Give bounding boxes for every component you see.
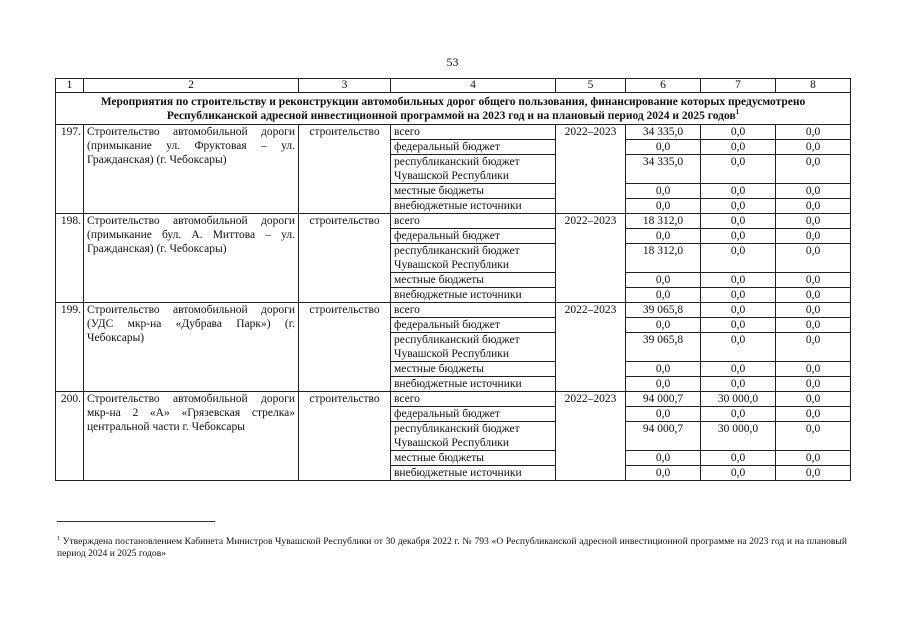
funding-source: республиканский бюджет Чувашской Республики bbox=[391, 155, 556, 184]
value-2024: 30 000,0 bbox=[701, 422, 776, 451]
footnote bbox=[57, 536, 847, 560]
entry-name: Строительство автомобильной дороги (примыкание бул. А. Миттова – ул. Гражданская) (г. Чебоксары) bbox=[84, 214, 299, 303]
value-2025: 0,0 bbox=[776, 407, 851, 422]
value-2023: 18 312,0 bbox=[626, 244, 701, 273]
value-2025: 0,0 bbox=[776, 244, 851, 273]
section-title-row bbox=[56, 93, 851, 125]
section-title bbox=[56, 93, 851, 125]
value-2025: 0,0 bbox=[776, 318, 851, 333]
value-2023: 0,0 bbox=[626, 199, 701, 214]
funding-source: местные бюджеты bbox=[391, 184, 556, 199]
entry-type: строительство bbox=[299, 303, 391, 392]
value-2025: 0,0 bbox=[776, 273, 851, 288]
value-2024: 0,0 bbox=[701, 125, 776, 140]
value-2023: 34 335,0 bbox=[626, 125, 701, 140]
value-2023: 0,0 bbox=[626, 184, 701, 199]
funding-source: местные бюджеты bbox=[391, 273, 556, 288]
table-row bbox=[56, 214, 851, 229]
value-2024: 0,0 bbox=[701, 466, 776, 481]
column-header: 3 bbox=[299, 79, 391, 93]
entry-period: 2022–2023 bbox=[556, 392, 626, 481]
value-2025: 0,0 bbox=[776, 362, 851, 377]
funding-source: внебюджетные источники bbox=[391, 288, 556, 303]
value-2024: 0,0 bbox=[701, 214, 776, 229]
funding-source: местные бюджеты bbox=[391, 451, 556, 466]
value-2024: 0,0 bbox=[701, 288, 776, 303]
value-2025: 0,0 bbox=[776, 184, 851, 199]
value-2024: 0,0 bbox=[701, 155, 776, 184]
value-2025: 0,0 bbox=[776, 229, 851, 244]
column-header: 5 bbox=[556, 79, 626, 93]
value-2024: 0,0 bbox=[701, 229, 776, 244]
footnote-marker: 1 bbox=[735, 108, 740, 117]
column-number-row bbox=[56, 79, 851, 93]
entry-period: 2022–2023 bbox=[556, 214, 626, 303]
value-2025: 0,0 bbox=[776, 199, 851, 214]
funding-source: всего bbox=[391, 392, 556, 407]
value-2023: 39 065,8 bbox=[626, 303, 701, 318]
value-2023: 0,0 bbox=[626, 466, 701, 481]
footnote-divider bbox=[57, 521, 215, 522]
entry-number: 198. bbox=[56, 214, 84, 303]
value-2024: 0,0 bbox=[701, 333, 776, 362]
entry-number: 199. bbox=[56, 303, 84, 392]
section-title-text: Мероприятия по строительству и реконструкции автомобильных дорог общего пользования, финансирование которых предусмотрено Республиканской адресной инвестиционной программой на 2023 год и на плановый период 2024 и 2025 годов bbox=[100, 96, 806, 122]
value-2024: 0,0 bbox=[701, 184, 776, 199]
funding-source: республиканский бюджет Чувашской Республики bbox=[391, 244, 556, 273]
entry-period: 2022–2023 bbox=[556, 125, 626, 214]
value-2023: 34 335,0 bbox=[626, 155, 701, 184]
value-2023: 0,0 bbox=[626, 229, 701, 244]
value-2023: 18 312,0 bbox=[626, 214, 701, 229]
value-2024: 0,0 bbox=[701, 273, 776, 288]
value-2023: 0,0 bbox=[626, 318, 701, 333]
funding-source: местные бюджеты bbox=[391, 362, 556, 377]
value-2024: 0,0 bbox=[701, 377, 776, 392]
value-2024: 0,0 bbox=[701, 199, 776, 214]
value-2024: 0,0 bbox=[701, 244, 776, 273]
funding-source: всего bbox=[391, 214, 556, 229]
funding-source: республиканский бюджет Чувашской Республики bbox=[391, 422, 556, 451]
page-number: 53 bbox=[446, 55, 459, 69]
value-2023: 39 065,8 bbox=[626, 333, 701, 362]
value-2024: 0,0 bbox=[701, 303, 776, 318]
entry-name: Строительство автомобильной дороги (примыкание ул. Фруктовая – ул. Гражданская) (г. Чебоксары) bbox=[84, 125, 299, 214]
funding-source: всего bbox=[391, 303, 556, 318]
value-2024: 0,0 bbox=[701, 318, 776, 333]
entry-name: Строительство автомобильной дороги (УДС мкр-на «Дубрава Парк») (г. Чебоксары) bbox=[84, 303, 299, 392]
value-2025: 0,0 bbox=[776, 377, 851, 392]
entry-type: строительство bbox=[299, 214, 391, 303]
entry-period: 2022–2023 bbox=[556, 303, 626, 392]
value-2023: 0,0 bbox=[626, 273, 701, 288]
table-row bbox=[56, 303, 851, 318]
footnote-text: Утверждена постановлением Кабинета Министров Чувашской Республики от 30 декабря 2022 г. № 793 «О Республиканской адресной инвестиционной программе на 2023 год и на плановый период 2024 и 2025 годов» bbox=[57, 536, 847, 559]
value-2025: 0,0 bbox=[776, 392, 851, 407]
value-2024: 0,0 bbox=[701, 451, 776, 466]
funding-source: федеральный бюджет bbox=[391, 407, 556, 422]
value-2024: 0,0 bbox=[701, 140, 776, 155]
entry-name: Строительство автомобильной дороги мкр-на 2 «А» «Грязевская стрелка» центральной части г. Чебоксары bbox=[84, 392, 299, 481]
value-2023: 0,0 bbox=[626, 407, 701, 422]
value-2025: 0,0 bbox=[776, 303, 851, 318]
value-2025: 0,0 bbox=[776, 422, 851, 451]
funding-source: федеральный бюджет bbox=[391, 229, 556, 244]
column-header: 4 bbox=[391, 79, 556, 93]
table-row bbox=[56, 125, 851, 140]
entry-number: 197. bbox=[56, 125, 84, 214]
value-2023: 0,0 bbox=[626, 140, 701, 155]
value-2024: 0,0 bbox=[701, 362, 776, 377]
value-2023: 94 000,7 bbox=[626, 422, 701, 451]
funding-source: внебюджетные источники bbox=[391, 199, 556, 214]
value-2023: 0,0 bbox=[626, 288, 701, 303]
investment-table bbox=[55, 78, 851, 481]
entry-type: строительство bbox=[299, 125, 391, 214]
column-header: 2 bbox=[84, 79, 299, 93]
funding-source: республиканский бюджет Чувашской Республики bbox=[391, 333, 556, 362]
value-2023: 0,0 bbox=[626, 362, 701, 377]
value-2025: 0,0 bbox=[776, 288, 851, 303]
value-2023: 94 000,7 bbox=[626, 392, 701, 407]
value-2024: 0,0 bbox=[701, 407, 776, 422]
value-2025: 0,0 bbox=[776, 140, 851, 155]
table-row bbox=[56, 392, 851, 407]
value-2025: 0,0 bbox=[776, 214, 851, 229]
value-2025: 0,0 bbox=[776, 451, 851, 466]
footnote-marker: 1 bbox=[57, 535, 60, 542]
value-2025: 0,0 bbox=[776, 125, 851, 140]
column-header: 8 bbox=[776, 79, 851, 93]
funding-source: федеральный бюджет bbox=[391, 140, 556, 155]
funding-source: внебюджетные источники bbox=[391, 377, 556, 392]
value-2025: 0,0 bbox=[776, 466, 851, 481]
column-header: 7 bbox=[701, 79, 776, 93]
value-2023: 0,0 bbox=[626, 377, 701, 392]
entry-type: строительство bbox=[299, 392, 391, 481]
entry-number: 200. bbox=[56, 392, 84, 481]
value-2024: 30 000,0 bbox=[701, 392, 776, 407]
value-2023: 0,0 bbox=[626, 451, 701, 466]
funding-source: всего bbox=[391, 125, 556, 140]
column-header: 6 bbox=[626, 79, 701, 93]
funding-source: федеральный бюджет bbox=[391, 318, 556, 333]
value-2025: 0,0 bbox=[776, 155, 851, 184]
column-header: 1 bbox=[56, 79, 84, 93]
funding-source: внебюджетные источники bbox=[391, 466, 556, 481]
value-2025: 0,0 bbox=[776, 333, 851, 362]
